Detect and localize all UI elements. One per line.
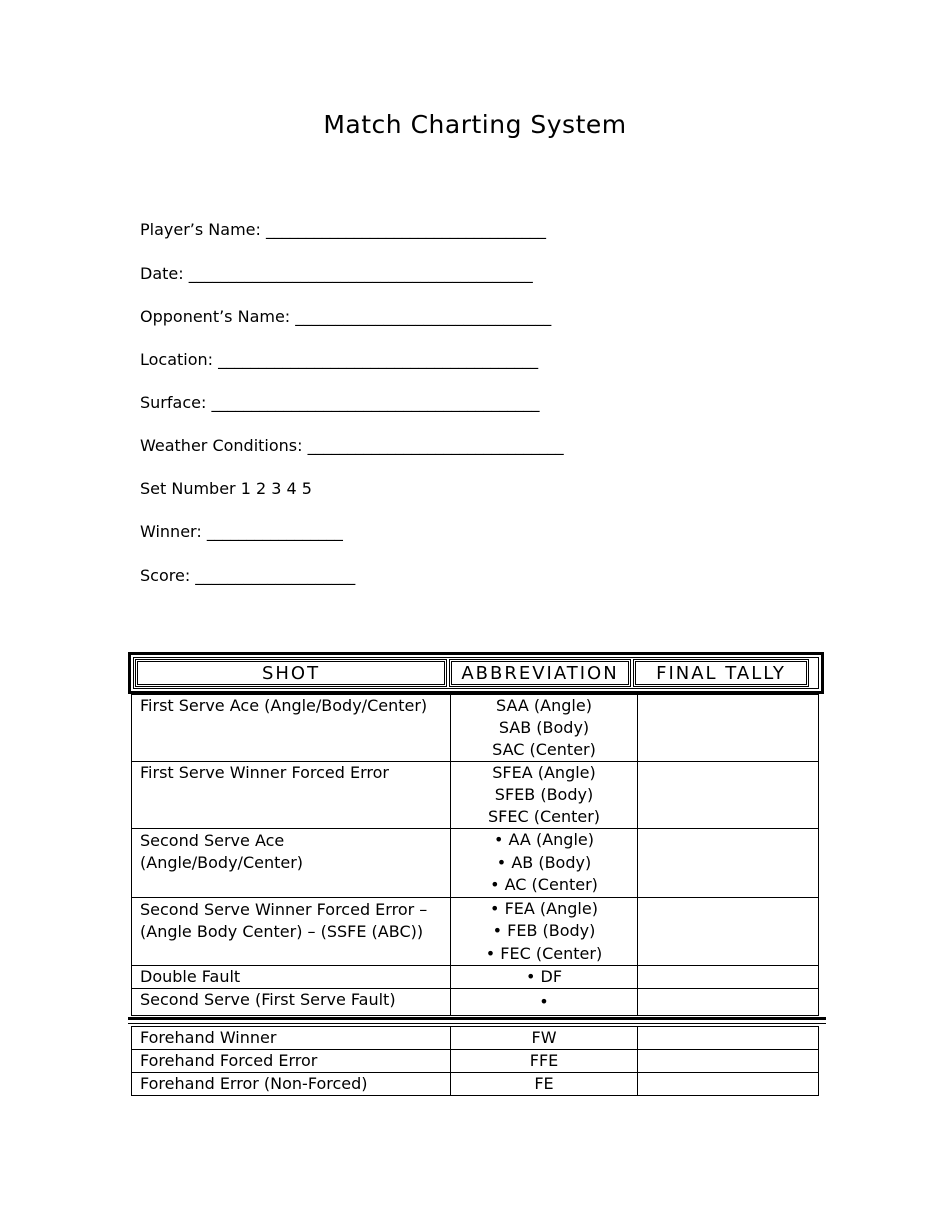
players-name-field[interactable]: [140, 220, 546, 239]
tally-cell[interactable]: [638, 989, 819, 1016]
field-blank: ___________________________________: [265, 220, 546, 239]
abbreviation-cell: [451, 695, 638, 762]
abbr-line: • DF: [525, 967, 563, 986]
abbr-line: • AA (Angle): [494, 830, 594, 849]
abbreviation-cell: FE: [451, 1073, 638, 1096]
abbr-line: SAA (Angle): [496, 696, 592, 715]
weather-conditions-field[interactable]: [140, 436, 564, 455]
abbr-line: • AB (Body): [496, 852, 592, 872]
abbr-line: • AC (Center): [490, 875, 598, 894]
shot-cell: First Serve Winner Forced Error: [132, 762, 451, 829]
table-row: [132, 1050, 819, 1073]
section-divider: [128, 1017, 826, 1024]
field-label: Opponent’s Name:: [140, 307, 296, 326]
page-title: Match Charting System: [323, 110, 627, 139]
abbr-line: SFEB (Body): [494, 785, 594, 804]
opponents-name-field[interactable]: [140, 307, 551, 326]
field-label: Date:: [140, 264, 189, 283]
shot-cell: Second Serve Ace (Angle/Body/Center): [132, 829, 451, 898]
set-number-field: [140, 479, 312, 498]
tally-cell[interactable]: [638, 1027, 819, 1050]
abbreviation-cell: [451, 989, 638, 1016]
field-blank: ________________________________________: [218, 350, 539, 369]
abbreviation-cell: FFE: [451, 1050, 638, 1073]
serve-rows: [131, 694, 819, 1016]
table-row: [132, 897, 819, 966]
field-blank: _________________: [206, 522, 343, 541]
abbr-line: • FEA (Angle): [490, 898, 598, 918]
score-field[interactable]: [140, 566, 355, 585]
abbr-line: • FEC (Center): [485, 943, 603, 963]
location-field[interactable]: [140, 350, 538, 369]
field-label: Weather Conditions:: [140, 436, 308, 455]
field-label: Player’s Name:: [140, 220, 266, 239]
abbr-line: •: [539, 992, 549, 1011]
table-row: [132, 1027, 819, 1050]
shot-cell: Second Serve (First Serve Fault): [132, 989, 451, 1016]
shot-cell: Second Serve Winner Forced Error – (Angle Body Center) – (SSFE (ABC)): [132, 897, 451, 966]
field-label: Winner:: [140, 522, 207, 541]
abbreviation-cell: [451, 897, 638, 966]
date-field[interactable]: [140, 264, 533, 283]
table-row: [132, 762, 819, 829]
field-label: Set Number 1 2 3 4 5: [140, 479, 312, 498]
header-abbreviation: ABBREVIATION: [449, 659, 631, 687]
tally-cell[interactable]: [638, 966, 819, 989]
table-row: [132, 989, 819, 1016]
shot-cell: Forehand Winner: [132, 1027, 451, 1050]
forehand-rows: [131, 1026, 819, 1096]
field-blank: _________________________________________: [211, 393, 540, 412]
table-row: [132, 1073, 819, 1096]
shot-cell: First Serve Ace (Angle/Body/Center): [132, 695, 451, 762]
abbr-line: SAB (Body): [498, 718, 590, 737]
tally-cell[interactable]: [638, 762, 819, 829]
field-label: Location:: [140, 350, 219, 369]
tally-cell[interactable]: [638, 829, 819, 898]
winner-field[interactable]: [140, 522, 343, 541]
table-header: [128, 652, 824, 694]
header-final-tally: FINAL TALLY: [633, 659, 809, 687]
abbreviation-cell: [451, 829, 638, 898]
tally-cell[interactable]: [638, 897, 819, 966]
table-row: [132, 966, 819, 989]
field-label: Surface:: [140, 393, 212, 412]
abbr-line: SFEA (Angle): [492, 763, 596, 782]
shot-cell: Forehand Error (Non-Forced): [132, 1073, 451, 1096]
surface-field[interactable]: [140, 393, 539, 412]
field-blank: ________________________________: [307, 436, 564, 455]
field-blank: ___________________________________________: [188, 264, 533, 283]
shot-cell: Double Fault: [132, 966, 451, 989]
match-chart-table: [128, 652, 824, 1096]
tally-cell[interactable]: [638, 695, 819, 762]
field-blank: ________________________________: [295, 307, 552, 326]
tally-cell[interactable]: [638, 1050, 819, 1073]
shot-cell: Forehand Forced Error: [132, 1050, 451, 1073]
tally-cell[interactable]: [638, 1073, 819, 1096]
abbr-line: SFEC (Center): [487, 807, 601, 826]
abbr-line: SAC (Center): [492, 740, 596, 759]
abbr-line: • FEB (Body): [492, 921, 596, 940]
abbreviation-cell: [451, 762, 638, 829]
abbreviation-cell: [451, 966, 638, 989]
table-row: [132, 695, 819, 762]
table-row: [132, 829, 819, 898]
abbreviation-cell: FW: [451, 1027, 638, 1050]
field-blank: ____________________: [195, 566, 356, 585]
header-shot: SHOT: [135, 659, 447, 687]
field-label: Score:: [140, 566, 196, 585]
